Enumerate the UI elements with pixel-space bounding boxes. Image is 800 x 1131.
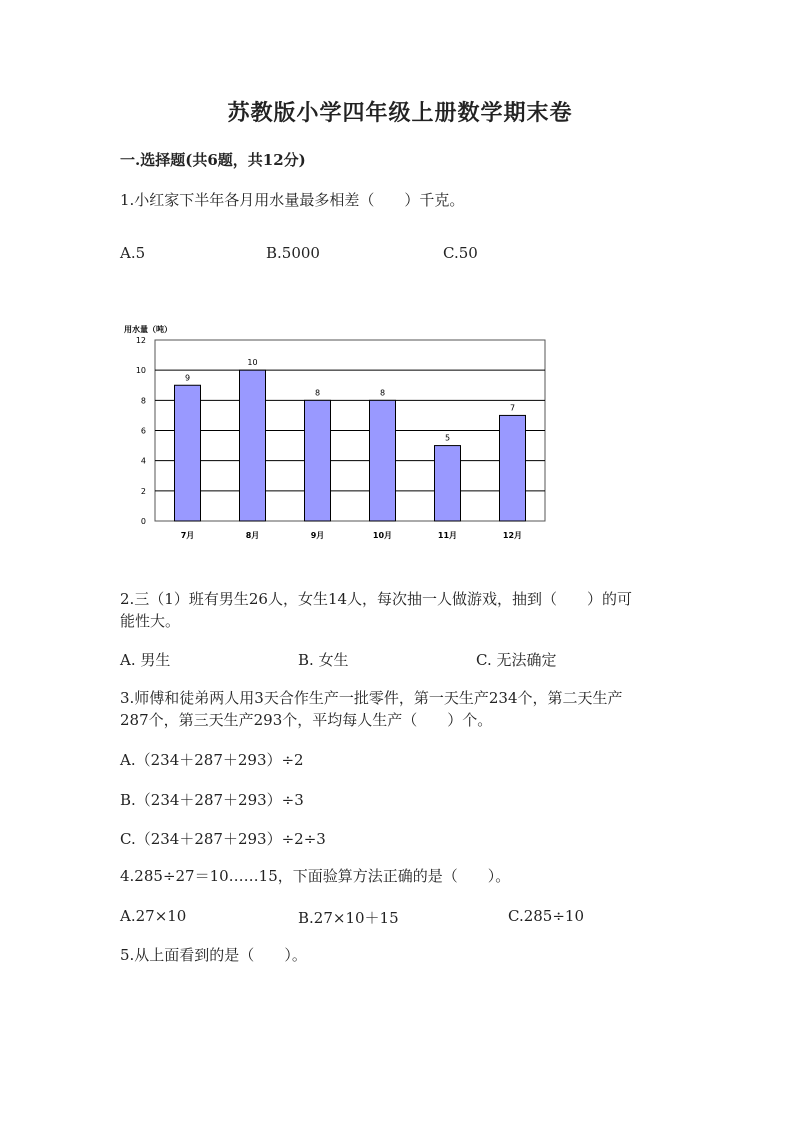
x-tick-label: 12月 — [502, 531, 523, 540]
question-4-option-a: A.27×10 — [120, 907, 187, 925]
question-3-option-a: A.（234＋287＋293）÷2 — [120, 751, 304, 769]
question-3-text-line1: 3.师傅和徒弟两人用3天合作生产一批零件，第一天生产234个，第二天生产 — [120, 689, 623, 707]
question-1-text: 1.小红家下半年各月用水量最多相差（ ）千克。 — [120, 191, 465, 209]
data-label: 10 — [247, 358, 258, 368]
page-title: 苏教版小学四年级上册数学期末卷 — [227, 100, 573, 126]
data-label: 8 — [379, 388, 386, 398]
bar-7月 — [175, 385, 201, 521]
water-usage-bar-chart — [120, 318, 560, 550]
question-2-option-c: C. 无法确定 — [476, 651, 557, 669]
y-tick-label: 0 — [140, 517, 146, 526]
y-tick-label: 10 — [135, 366, 146, 376]
question-5-text: 5.从上面看到的是（ ）。 — [120, 946, 307, 964]
y-tick-label: 12 — [135, 336, 146, 345]
data-label: 5 — [444, 433, 451, 443]
question-1-option-c: C.50 — [443, 244, 478, 262]
question-4-option-b: B.27×10＋15 — [298, 909, 399, 927]
data-label: 8 — [314, 388, 321, 398]
question-2-text-line1: 2.三（1）班有男生26人，女生14人，每次抽一人做游戏，抽到（ ）的可 — [120, 590, 633, 608]
question-3-text-line2: 287个，第三天生产293个，平均每人生产（ ）个。 — [120, 711, 493, 729]
x-tick-label: 7月 — [180, 531, 195, 540]
question-2-text-line2: 能性大。 — [120, 612, 181, 630]
question-4-text: 4.285÷27＝10……15，下面验算方法正确的是（ ）。 — [120, 867, 511, 885]
question-4-option-c: C.285÷10 — [508, 907, 584, 925]
bar-8月 — [240, 370, 266, 521]
question-2-option-b: B. 女生 — [298, 651, 349, 669]
question-1-option-a: A.5 — [120, 244, 146, 262]
bar-10月 — [370, 400, 396, 521]
bar-11月 — [435, 446, 461, 521]
chart-grid — [155, 340, 545, 521]
y-tick-label: 4 — [140, 456, 146, 466]
y-tick-label: 2 — [140, 486, 146, 496]
x-tick-label: 10月 — [372, 531, 393, 540]
y-axis-label: 用水量（吨） — [124, 325, 172, 334]
chart-bars — [175, 370, 526, 521]
x-tick-label: 8月 — [245, 531, 260, 540]
question-3-option-b: B.（234＋287＋293）÷3 — [120, 791, 304, 809]
bar-12月 — [500, 415, 526, 521]
x-tick-label: 11月 — [437, 531, 458, 540]
section-heading: 一.选择题(共6题，共12分) — [120, 151, 306, 169]
y-tick-label: 6 — [140, 426, 146, 436]
y-tick-label: 8 — [140, 396, 146, 406]
bar-9月 — [305, 400, 331, 521]
question-2-option-a: A. 男生 — [120, 651, 171, 669]
data-label: 7 — [509, 403, 516, 413]
data-label: 9 — [184, 373, 191, 383]
question-1-option-b: B.5000 — [266, 244, 320, 262]
question-3-option-c: C.（234＋287＋293）÷2÷3 — [120, 830, 326, 848]
x-tick-label: 9月 — [310, 531, 325, 540]
